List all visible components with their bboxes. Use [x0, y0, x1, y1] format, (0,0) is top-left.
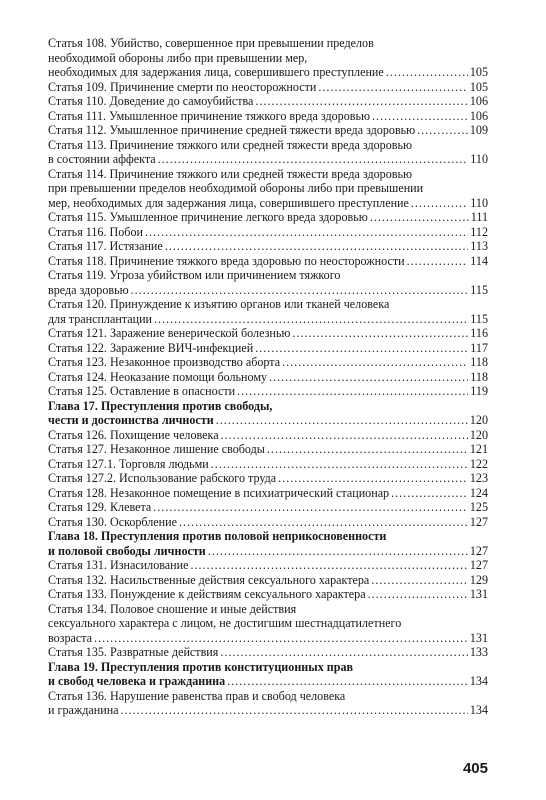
entry-page-number: 131: [469, 587, 488, 601]
dot-leader: [391, 486, 468, 501]
dot-leader: [278, 471, 468, 486]
dot-leader: [165, 239, 469, 254]
entry-title: для трансплантации: [48, 311, 153, 326]
toc-entry: [48, 587, 488, 602]
entry-title: Статья 127.2. Использование рабского труда: [48, 471, 277, 485]
entry-title: Статья 133. Понуждение к действиям сексуального характера: [48, 587, 366, 601]
dot-leader: [179, 515, 468, 530]
dot-leader: [255, 94, 467, 109]
entry-title: необходимых для задержания лица, совершившего преступление: [48, 65, 384, 79]
toc-entry-line: сексуального характера с лицом, не достигшим шестнадцатилетнего: [48, 616, 402, 630]
dot-leader: [216, 413, 468, 428]
toc-entry: [48, 210, 488, 225]
toc-entry: [48, 283, 488, 298]
toc-entry: [48, 500, 488, 515]
dot-leader: [407, 254, 469, 269]
entry-title: Статья 115. Умышленное причинение легкого вреда здоровью: [48, 210, 368, 224]
toc-entry-line: Статья 108. Убийство, совершенное при превышении пределов: [48, 36, 374, 50]
entry-page-number: 120: [469, 413, 488, 427]
chapter-entry: [48, 544, 488, 559]
entry-page-number: 105: [469, 65, 488, 79]
toc-entry-line: Статья 119. Угроза убийством или причинением тяжкого: [48, 268, 341, 282]
dot-leader: [269, 370, 468, 385]
entry-title: Статья 129. Клевета: [48, 500, 152, 514]
toc-entry: [48, 123, 488, 138]
entry-title: Статья 118. Причинение тяжкого вреда здоровью по неосторожности: [48, 253, 405, 268]
entry-page-number: 127: [469, 558, 488, 572]
entry-page-number: 127: [469, 514, 488, 529]
toc-entry: [48, 312, 488, 327]
entry-page-number: 118: [470, 369, 488, 384]
dot-leader: [292, 326, 468, 341]
toc-entry: [48, 384, 488, 399]
entry-title: Статья 111. Умышленное причинение тяжкого вреда здоровью: [48, 108, 371, 123]
dot-leader: [211, 457, 468, 472]
page-number: 405: [462, 760, 488, 777]
entry-title: Статья 135. Развратные действия: [48, 645, 219, 659]
entry-title: и половой свободы личности: [48, 543, 206, 558]
dot-leader: [221, 428, 468, 443]
entry-title: и гражданина: [48, 703, 119, 717]
toc-entry: [48, 225, 488, 240]
entry-page-number: 121: [469, 442, 488, 456]
dot-leader: [237, 384, 468, 399]
dot-leader: [158, 152, 469, 167]
toc-entry: [48, 370, 488, 385]
dot-leader: [386, 65, 468, 80]
entry-title: мер, необходимых для задержания лица, совершившего преступление: [48, 195, 409, 210]
entry-page-number: 117: [470, 340, 488, 355]
toc-entry: [48, 239, 488, 254]
entry-page-number: 125: [469, 500, 488, 514]
dot-leader: [371, 573, 468, 588]
dot-leader: [220, 645, 468, 660]
entry-page-number: 124: [469, 485, 488, 500]
toc-entry: [48, 341, 488, 356]
toc-entry: [48, 94, 488, 109]
entry-page-number: 113: [470, 239, 488, 253]
toc-entry: [48, 457, 488, 472]
toc-entry: [48, 80, 488, 95]
dot-leader: [227, 674, 468, 689]
entry-page-number: 115: [470, 311, 488, 326]
entry-title: Статья 123. Незаконное производство аборта: [48, 355, 281, 369]
toc-entry: [48, 355, 488, 370]
dot-leader: [208, 544, 468, 559]
entry-page-number: 133: [469, 645, 488, 659]
entry-title: чести и достоинства личности: [48, 413, 214, 427]
entry-page-number: 109: [469, 123, 488, 137]
dot-leader: [131, 283, 469, 298]
toc-entry: [48, 442, 488, 457]
entry-title: Статья 127.1. Торговля людьми: [48, 456, 209, 471]
toc-entry: [48, 486, 488, 501]
toc-entry: [48, 558, 488, 573]
entry-title: Статья 131. Изнасилование: [48, 558, 189, 572]
chapter-entry: [48, 413, 488, 428]
toc-entry: [48, 631, 488, 646]
entry-page-number: 116: [470, 326, 488, 340]
entry-page-number: 110: [470, 152, 488, 166]
entry-page-number: 106: [469, 94, 488, 108]
entry-title: Статья 122. Заражение ВИЧ-инфекцией: [48, 340, 254, 355]
entry-page-number: 119: [470, 384, 488, 398]
entry-title: Статья 124. Неоказание помощи больному: [48, 369, 268, 384]
entry-page-number: 123: [469, 471, 488, 485]
toc-entry-line: Статья 114. Причинение тяжкого или средней тяжести вреда здоровью: [48, 166, 413, 181]
toc-entry: [48, 471, 488, 486]
toc-entry: [48, 326, 488, 341]
entry-page-number: 111: [470, 210, 488, 224]
table-of-contents: [48, 36, 488, 718]
entry-title: Статья 110. Доведение до самоубийства: [48, 94, 254, 108]
dot-leader: [190, 558, 467, 573]
dot-leader: [145, 225, 468, 240]
entry-title: Статья 125. Оставление в опасности: [48, 384, 236, 398]
entry-page-number: 112: [470, 224, 488, 239]
entry-title: в состоянии аффекта: [48, 152, 156, 166]
dot-leader: [121, 703, 468, 718]
dot-leader: [154, 312, 468, 327]
dot-leader: [282, 355, 468, 370]
entry-title: вреда здоровью: [48, 282, 129, 297]
entry-title: Статья 130. Оскорбление: [48, 514, 177, 529]
chapter-title-line: Глава 19. Преступления против конституционных прав: [48, 659, 354, 674]
entry-title: Статья 127. Незаконное лишение свободы: [48, 442, 265, 456]
toc-entry: [48, 515, 488, 530]
dot-leader: [153, 500, 468, 515]
toc-entry: [48, 645, 488, 660]
toc-entry: [48, 573, 488, 588]
toc-entry-line: при превышении пределов необходимой обороны либо при превышении: [48, 181, 424, 195]
entry-page-number: 127: [469, 543, 488, 558]
entry-title: Статья 117. Истязание: [48, 239, 163, 253]
entry-title: Статья 112. Умышленное причинение средней тяжести вреда здоровью: [48, 123, 416, 137]
entry-page-number: 134: [469, 674, 488, 688]
toc-entry: [48, 428, 488, 443]
chapter-entry: [48, 674, 488, 689]
entry-page-number: 131: [469, 630, 488, 645]
dot-leader: [372, 109, 468, 124]
entry-page-number: 105: [469, 79, 488, 94]
toc-entry: [48, 109, 488, 124]
dot-leader: [267, 442, 468, 457]
entry-title: Статья 116. Побои: [48, 224, 143, 239]
dot-leader: [255, 341, 468, 356]
dot-leader: [417, 123, 468, 138]
entry-title: Статья 121. Заражение венерической болезнью: [48, 326, 291, 340]
entry-page-number: 106: [469, 108, 488, 123]
toc-entry: [48, 65, 488, 80]
toc-entry: [48, 152, 488, 167]
toc-entry-line: Статья 113. Причинение тяжкого или средней тяжести вреда здоровью: [48, 137, 413, 152]
dot-leader: [94, 631, 468, 646]
toc-entry: [48, 703, 488, 718]
entry-title: возраста: [48, 630, 93, 645]
chapter-title-line: Глава 17. Преступления против свободы,: [48, 398, 273, 413]
entry-title: Статья 109. Причинение смерти по неосторожности: [48, 79, 317, 94]
entry-page-number: 118: [470, 355, 488, 369]
entry-title: и свобод человека и гражданина: [48, 674, 226, 688]
entry-page-number: 115: [470, 282, 488, 297]
dot-leader: [411, 196, 468, 211]
toc-entry: [48, 254, 488, 269]
entry-page-number: 122: [469, 456, 488, 471]
entry-page-number: 129: [469, 572, 488, 587]
dot-leader: [318, 80, 467, 95]
toc-entry-line: необходимой обороны либо при превышении мер,: [48, 50, 308, 65]
entry-title: Статья 128. Незаконное помещение в психиатрический стационар: [48, 485, 390, 500]
dot-leader: [368, 587, 468, 602]
chapter-title-line: Глава 18. Преступления против половой неприкосновенности: [48, 529, 387, 543]
toc-entry: [48, 196, 488, 211]
entry-page-number: 120: [469, 427, 488, 442]
toc-entry-line: Статья 120. Принуждение к изъятию органов или тканей человека: [48, 297, 390, 311]
toc-entry-line: Статья 136. Нарушение равенства прав и свобод человека: [48, 688, 346, 703]
dot-leader: [370, 210, 469, 225]
entry-title: Статья 126. Похищение человека: [48, 427, 219, 442]
entry-page-number: 114: [470, 253, 488, 268]
toc-entry-line: Статья 134. Половое сношение и иные действия: [48, 601, 297, 616]
entry-page-number: 134: [469, 703, 488, 717]
entry-page-number: 110: [470, 195, 488, 210]
entry-title: Статья 132. Насильственные действия сексуального характера: [48, 572, 370, 587]
